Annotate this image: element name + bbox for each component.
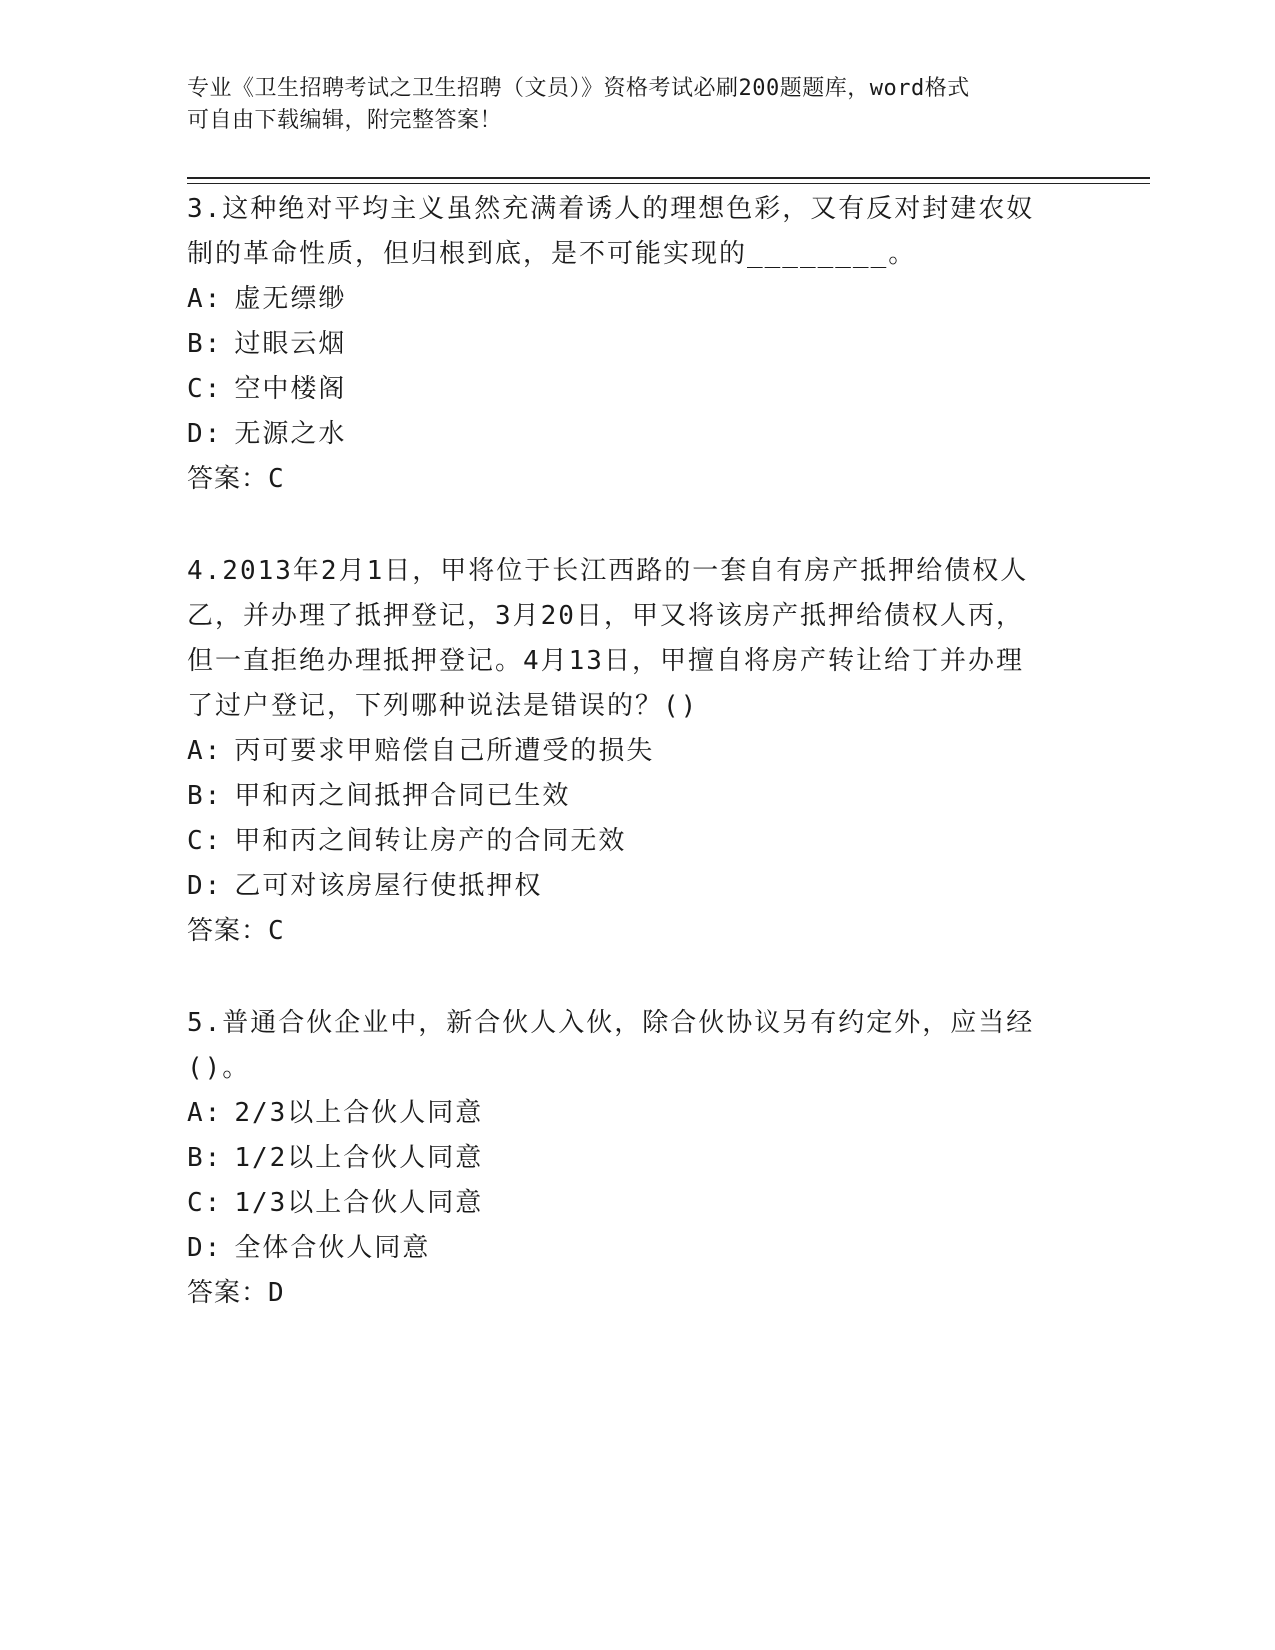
option-text: 乙可对该房屋行使抵押权 — [234, 871, 543, 901]
header-line-1: 专业《卫生招聘考试之卫生招聘（文员）》资格考试必刷200题题库，word格式 — [187, 76, 970, 101]
option-label: B: — [187, 781, 223, 811]
option-c — [187, 1181, 1087, 1226]
answer-line: 答案：D — [187, 1278, 285, 1308]
option-label: B: — [187, 1143, 223, 1173]
question-text-line: 5.普通合伙企业中，新合伙人入伙，除合伙协议另有约定外，应当经 — [187, 1008, 1035, 1038]
question-5 — [187, 1001, 1087, 1316]
answer-line: 答案：C — [187, 464, 285, 494]
question-spacer — [187, 954, 1087, 1001]
question-text-line: 乙，并办理了抵押登记，3月20日，甲又将该房产抵押给债权人丙， — [187, 601, 1024, 631]
option-b — [187, 322, 1087, 367]
option-d — [187, 412, 1087, 457]
question-text-line: 3.这种绝对平均主义虽然充满着诱人的理想色彩，又有反对封建农奴 — [187, 194, 1035, 224]
option-label: C: — [187, 826, 223, 856]
page-header — [187, 73, 1067, 137]
question-text-line: 4.2013年2月1日，甲将位于长江西路的一套自有房产抵押给债权人 — [187, 556, 1029, 586]
option-c — [187, 819, 1087, 864]
header-line-2: 可自由下载编辑，附完整答案！ — [187, 108, 503, 133]
question-text-line: 制的革命性质，但归根到底，是不可能实现的________。 — [187, 239, 917, 269]
question-text-line: ()。 — [187, 1053, 251, 1083]
question-text-line: 但一直拒绝办理抵押登记。4月13日，甲擅自将房产转让给丁并办理 — [187, 646, 1024, 676]
option-label: C: — [187, 374, 223, 404]
option-text: 无源之水 — [234, 419, 347, 449]
question-text-line: 了过户登记，下列哪种说法是错误的？() — [187, 691, 699, 721]
option-text: 1/3以上合伙人同意 — [234, 1188, 484, 1218]
option-d — [187, 1226, 1087, 1271]
option-text: 甲和丙之间抵押合同已生效 — [234, 781, 571, 811]
option-label: D: — [187, 1233, 223, 1263]
option-a — [187, 277, 1087, 322]
header-divider-bottom — [187, 183, 1150, 184]
option-label: B: — [187, 329, 223, 359]
option-text: 虚无缥缈 — [234, 284, 347, 314]
answer-line: 答案：C — [187, 916, 285, 946]
option-text: 空中楼阁 — [234, 374, 347, 404]
option-label: D: — [187, 419, 223, 449]
option-text: 全体合伙人同意 — [234, 1233, 431, 1263]
option-text: 丙可要求甲赔偿自己所遭受的损失 — [234, 736, 655, 766]
question-3 — [187, 187, 1087, 502]
option-label: A: — [187, 284, 223, 314]
header-divider-top — [187, 177, 1150, 179]
question-4 — [187, 549, 1087, 954]
option-d — [187, 864, 1087, 909]
question-list — [187, 187, 1087, 1316]
option-text: 甲和丙之间转让房产的合同无效 — [234, 826, 627, 856]
option-a — [187, 729, 1087, 774]
option-text: 2/3以上合伙人同意 — [234, 1098, 484, 1128]
option-text: 1/2以上合伙人同意 — [234, 1143, 484, 1173]
option-a — [187, 1091, 1087, 1136]
option-b — [187, 774, 1087, 819]
option-label: D: — [187, 871, 223, 901]
option-label: A: — [187, 1098, 223, 1128]
option-b — [187, 1136, 1087, 1181]
option-c — [187, 367, 1087, 412]
question-spacer — [187, 502, 1087, 549]
option-label: A: — [187, 736, 223, 766]
option-text: 过眼云烟 — [234, 329, 347, 359]
option-label: C: — [187, 1188, 223, 1218]
